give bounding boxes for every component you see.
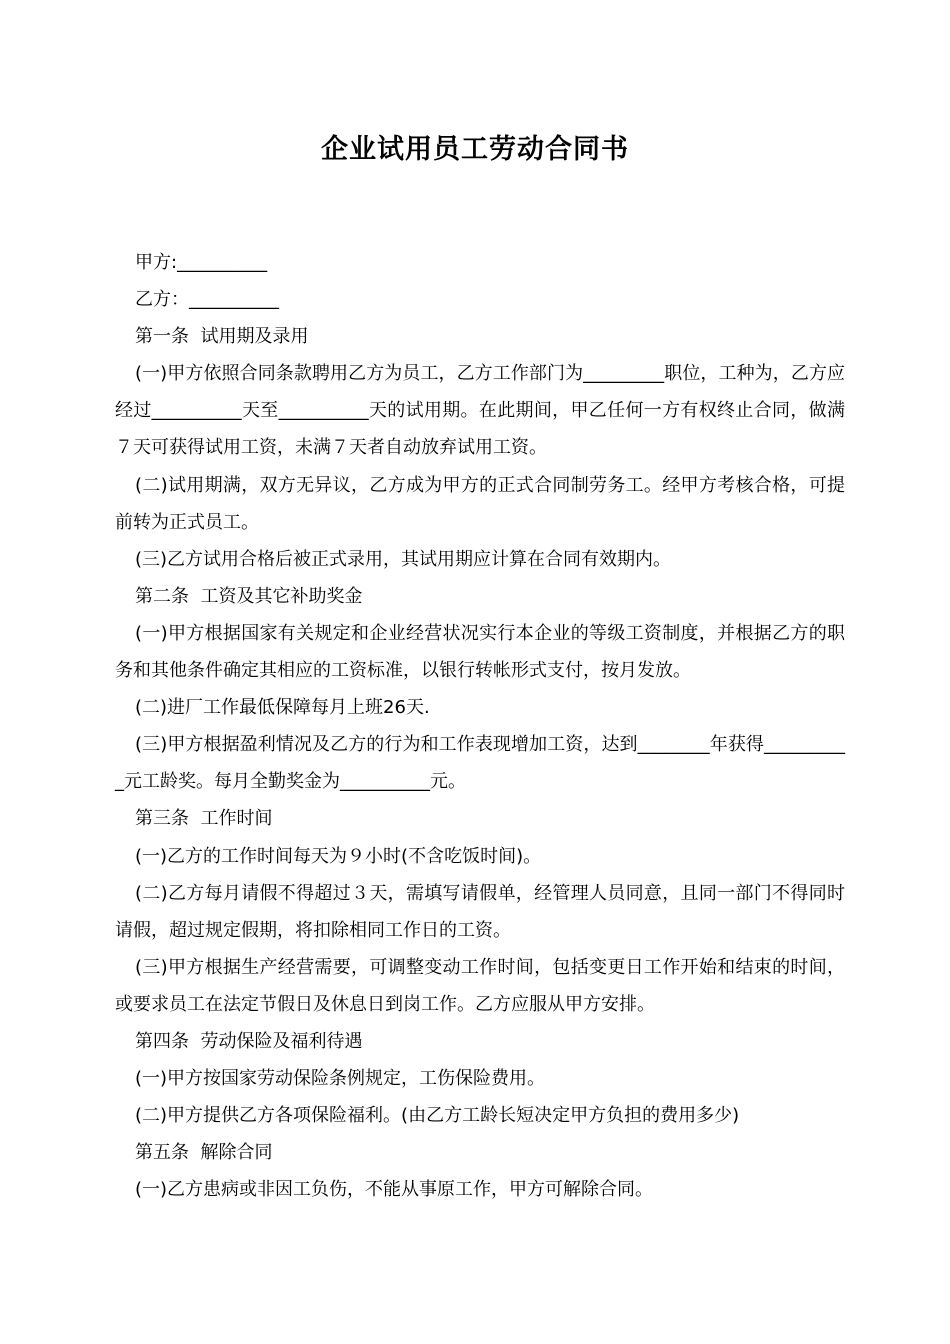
article-2-heading: 第二条 工资及其它补助奖金 <box>135 585 363 607</box>
article-2-clause-3: (三)甲方根据盈利情况及乙方的行为和工作表现增加工资，达到________年获得__________元工龄奖。每月全勤奖金为__________元。 <box>115 734 845 793</box>
article-1-clause-2: (二)试用期满，双方无异议，乙方成为甲方的正式合同制劳务工。经甲方考核合格，可提前转为正式员工。 <box>115 474 845 533</box>
article-1-clause-3: (三)乙方试用合格后被正式录用，其试用期应计算在合同有效期内。 <box>135 548 672 570</box>
article-3-heading: 第三条 工作时间 <box>135 808 273 830</box>
party-a-line: 甲方:__________ <box>135 252 268 273</box>
article-1-clause-1: (一)甲方依照合同条款聘用乙方为员工，乙方工作部门为_________职位，工种为，乙方应经过__________天至__________天的试用期。在此期间，甲乙任何一方有权终止合同，做满７天可获得试用工资，未满７天者自动放弃试用工资。 <box>115 363 845 459</box>
article-3-clause-1: (一)乙方的工作时间每天为９小时(不含吃饭时间)。 <box>135 845 542 867</box>
article-4-clause-1: (一)甲方按国家劳动保险条例规定，工伤保险费用。 <box>135 1068 546 1090</box>
party-b-line: 乙方：__________ <box>135 289 279 311</box>
article-5-heading: 第五条 解除合同 <box>135 1142 273 1164</box>
article-1-heading: 第一条 试用期及录用 <box>135 326 309 348</box>
article-5-clause-1: (一)乙方患病或非因工负伤，不能从事原工作，甲方可解除合同。 <box>135 1179 654 1201</box>
article-2-clause-1: (一)甲方根据国家有关规定和企业经营状况实行本企业的等级工资制度，并根据乙方的职务和其他条件确定其相应的工资标准，以银行转帐形式支付，按月发放。 <box>115 622 845 682</box>
article-4-clause-2: (二)甲方提供乙方各项保险福利。(由乙方工龄长短决定甲方负担的费用多少) <box>135 1105 740 1127</box>
document-body <box>115 244 845 1208</box>
article-2-clause-2: (二)进厂工作最低保障每月上班26天. <box>135 697 430 719</box>
article-4-heading: 第四条 劳动保险及福利待遇 <box>135 1030 363 1052</box>
document-title: 企业试用员工劳动合同书 <box>321 134 629 165</box>
article-3-clause-3: (三)甲方根据生产经营需要，可调整变动工作时间，包括变更日工作开始和结束的时间，或要求员工在法定节假日及休息日到岗工作。乙方应服从甲方安排。 <box>115 956 845 1015</box>
article-3-clause-2: (二)乙方每月请假不得超过３天，需填写请假单，经管理人员同意，且同一部门不得同时请假，超过规定假期，将扣除相同工作日的工资。 <box>115 882 845 941</box>
